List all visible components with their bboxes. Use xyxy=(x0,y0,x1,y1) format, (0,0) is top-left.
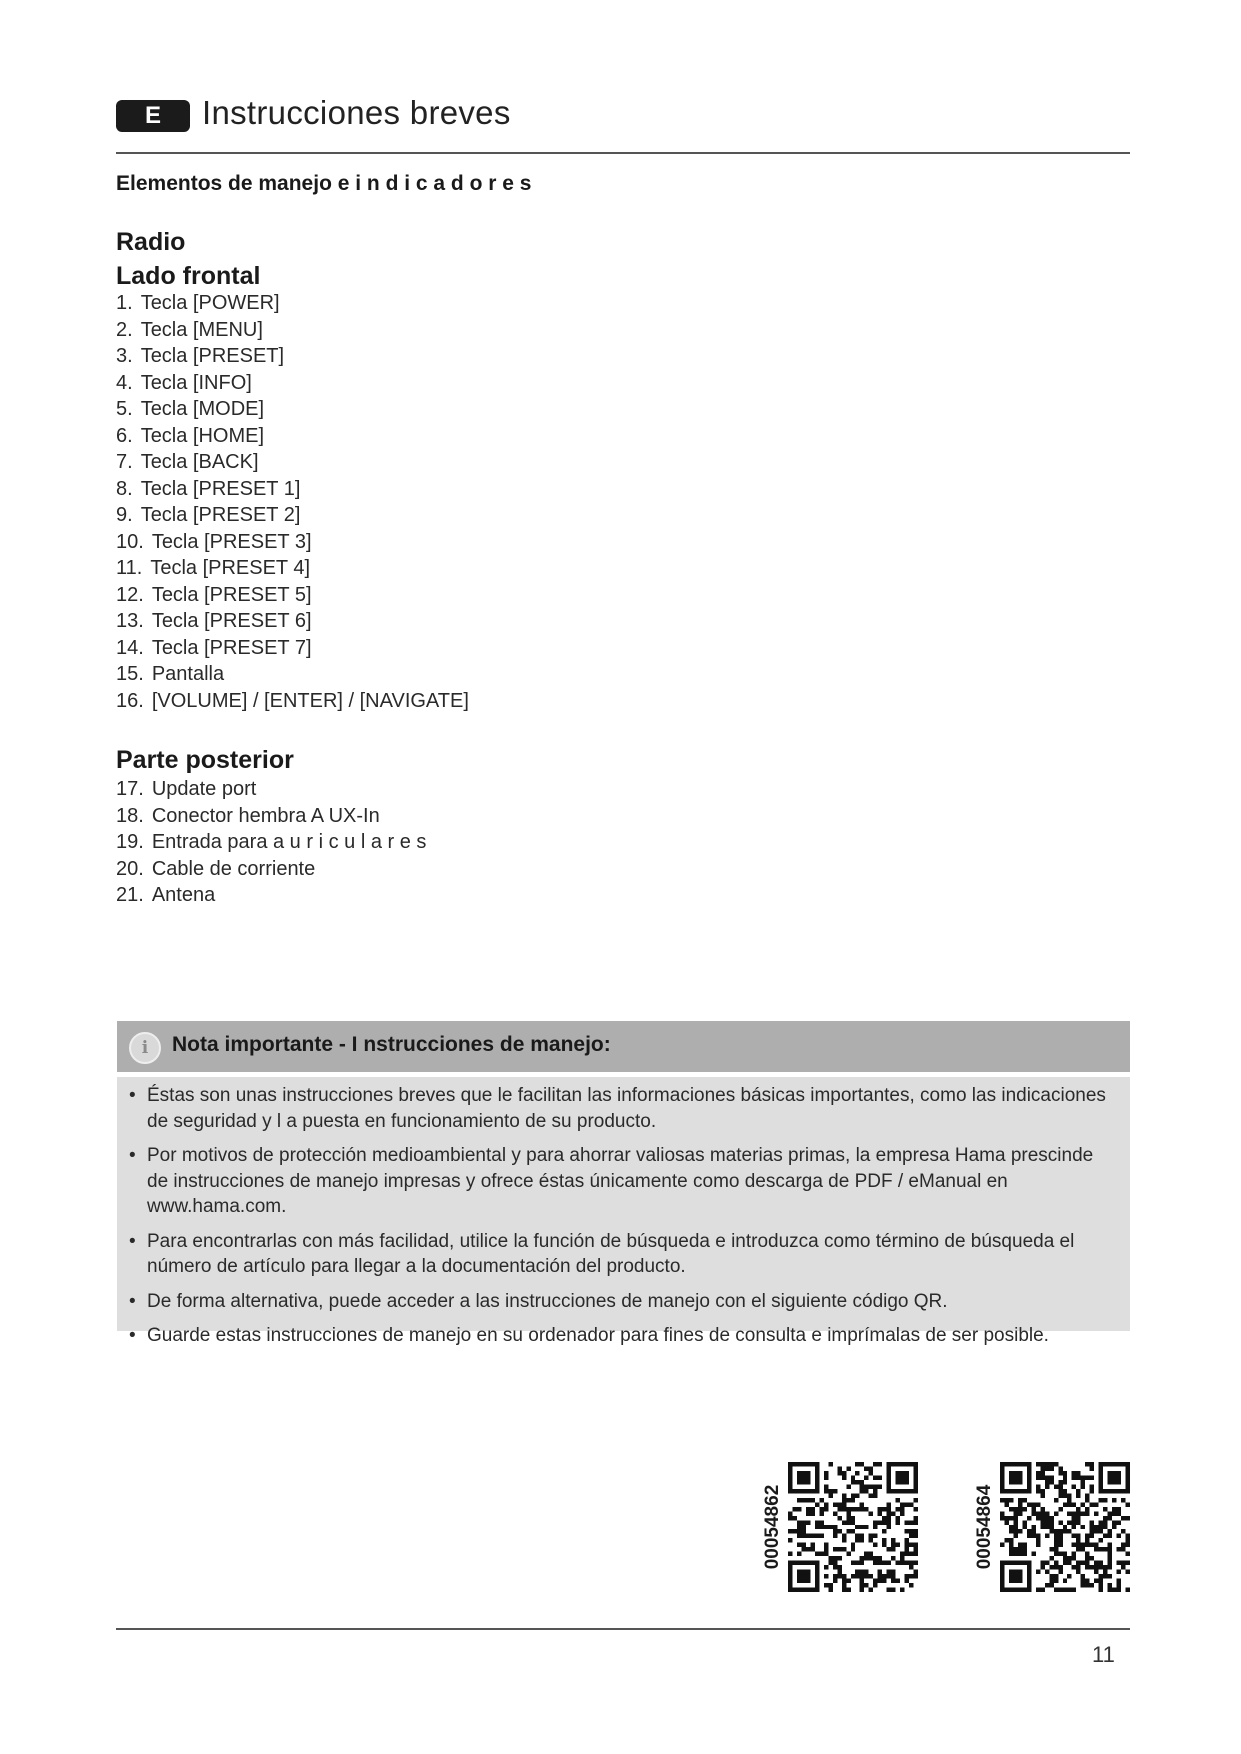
list-item xyxy=(116,502,469,529)
item-text: Antena xyxy=(151,884,216,906)
list-item xyxy=(116,343,469,370)
note-bullet: • Para encontrarlas con más facilidad, utilice la función de búsqueda e introduzca como término de búsqueda el número de artículo para llegar a la documentación del producto. xyxy=(129,1229,1108,1280)
header-divider xyxy=(116,152,1130,154)
qr-article-number xyxy=(970,1462,1000,1592)
item-text: Tecla [PRESET 2] xyxy=(140,504,301,526)
item-text: Tecla [PRESET 1] xyxy=(140,477,301,500)
note-bullet: • Éstas son unas instrucciones breves que le facilitan las informaciones básicas importantes, como las indicaciones de seguridad y l a puesta en funcionamiento de su producto. xyxy=(129,1083,1108,1134)
list-item xyxy=(116,317,469,344)
item-text: Entrada para a u r i c u l a r e s xyxy=(151,831,427,853)
back-side-heading: Parte posterior xyxy=(116,746,294,774)
list-item xyxy=(116,608,469,635)
item-text: Tecla [PRESET 6] xyxy=(151,610,312,632)
list-item xyxy=(116,555,469,582)
item-number: 5. xyxy=(116,398,133,420)
list-item xyxy=(116,661,469,688)
note-body xyxy=(117,1077,1130,1346)
front-side-heading: Lado frontal xyxy=(116,262,261,290)
list-item xyxy=(116,803,426,830)
list-item xyxy=(116,476,469,503)
item-number: 15. xyxy=(116,663,144,685)
note-title: Nota importante - I nstrucciones de manejo: xyxy=(172,1033,611,1056)
item-number: 21. xyxy=(116,884,144,906)
note-bullet: • De forma alternativa, puede acceder a las instrucciones de manejo con el siguiente código QR. xyxy=(129,1289,1108,1315)
list-item xyxy=(116,856,426,883)
item-number: 2. xyxy=(116,318,133,341)
item-text: Conector hembra A UX-In xyxy=(151,804,380,827)
list-item xyxy=(116,423,469,450)
item-text: Tecla [INFO] xyxy=(140,371,252,394)
item-text: Update port xyxy=(151,778,257,800)
radio-heading: Radio xyxy=(116,228,186,256)
list-item xyxy=(116,370,469,397)
note-bullet: • Guarde estas instrucciones de manejo en su ordenador para fines de consulta e imprímalas de ser posible. xyxy=(129,1323,1108,1349)
item-text: [VOLUME] / [ENTER] / [NAVIGATE] xyxy=(151,689,469,712)
important-note-box xyxy=(117,1021,1130,1346)
section-subheading: Elementos de manejo e i n d i c a d o r e s xyxy=(116,172,532,195)
page-header xyxy=(116,92,1130,136)
item-number: 4. xyxy=(116,371,133,394)
item-text: Tecla [PRESET 7] xyxy=(151,636,312,659)
footer-divider xyxy=(116,1628,1130,1630)
qr-code-icon[interactable] xyxy=(1000,1462,1130,1592)
note-bullet-list xyxy=(129,1083,1108,1349)
note-header xyxy=(117,1021,1130,1072)
item-number: 18. xyxy=(116,804,144,827)
list-item xyxy=(116,529,469,556)
info-icon: i xyxy=(129,1032,161,1064)
item-number: 17. xyxy=(116,778,144,800)
item-number: 9. xyxy=(116,504,133,526)
qr-code-icon[interactable] xyxy=(788,1462,918,1592)
item-number: 10. xyxy=(116,530,144,553)
item-number: 8. xyxy=(116,477,133,500)
language-badge: E xyxy=(116,100,190,132)
item-number: 7. xyxy=(116,451,133,473)
list-item xyxy=(116,882,426,909)
item-text: Pantalla xyxy=(151,663,225,685)
item-number: 19. xyxy=(116,831,144,853)
item-text: Tecla [BACK] xyxy=(140,451,259,473)
item-number: 11. xyxy=(116,557,143,579)
qr-label-text: 00054862 xyxy=(762,1484,783,1570)
item-text: Tecla [PRESET] xyxy=(140,345,285,367)
qr-block-1 xyxy=(758,1462,918,1592)
note-bullet: • Por motivos de protección medioambiental y para ahorrar valiosas materias primas, la empresa Hama prescinde de instrucciones de manejo impresas y ofrece éstas únicamente como descarga de PDF / eManual en www.hama.com. xyxy=(129,1143,1108,1220)
list-item xyxy=(116,290,469,317)
item-text: Tecla [PRESET 3] xyxy=(151,530,312,553)
item-number: 6. xyxy=(116,424,133,447)
list-item xyxy=(116,582,469,609)
item-number: 12. xyxy=(116,583,144,606)
item-text: Tecla [HOME] xyxy=(140,424,265,447)
item-text: Tecla [MODE] xyxy=(140,398,265,420)
list-item xyxy=(116,396,469,423)
list-item xyxy=(116,829,426,856)
qr-article-number xyxy=(758,1462,788,1592)
item-text: Tecla [PRESET 5] xyxy=(151,583,312,606)
list-item xyxy=(116,776,426,803)
item-number: 3. xyxy=(116,345,133,367)
item-text: Tecla [MENU] xyxy=(140,318,263,341)
list-item xyxy=(116,635,469,662)
item-number: 1. xyxy=(116,292,133,314)
qr-label-text: 00054864 xyxy=(974,1484,995,1570)
list-item xyxy=(116,688,469,715)
item-text: Tecla [POWER] xyxy=(140,292,280,314)
item-text: Tecla [PRESET 4] xyxy=(150,557,311,579)
page-title: Instrucciones breves xyxy=(202,94,511,131)
item-number: 13. xyxy=(116,610,144,632)
front-controls-list xyxy=(116,290,469,714)
item-number: 16. xyxy=(116,689,144,712)
list-item xyxy=(116,449,469,476)
page-number: 11 xyxy=(1092,1642,1115,1667)
item-number: 14. xyxy=(116,636,144,659)
qr-block-2 xyxy=(970,1462,1130,1592)
back-connectors-list xyxy=(116,776,426,909)
item-number: 20. xyxy=(116,857,144,880)
item-text: Cable de corriente xyxy=(151,857,316,880)
